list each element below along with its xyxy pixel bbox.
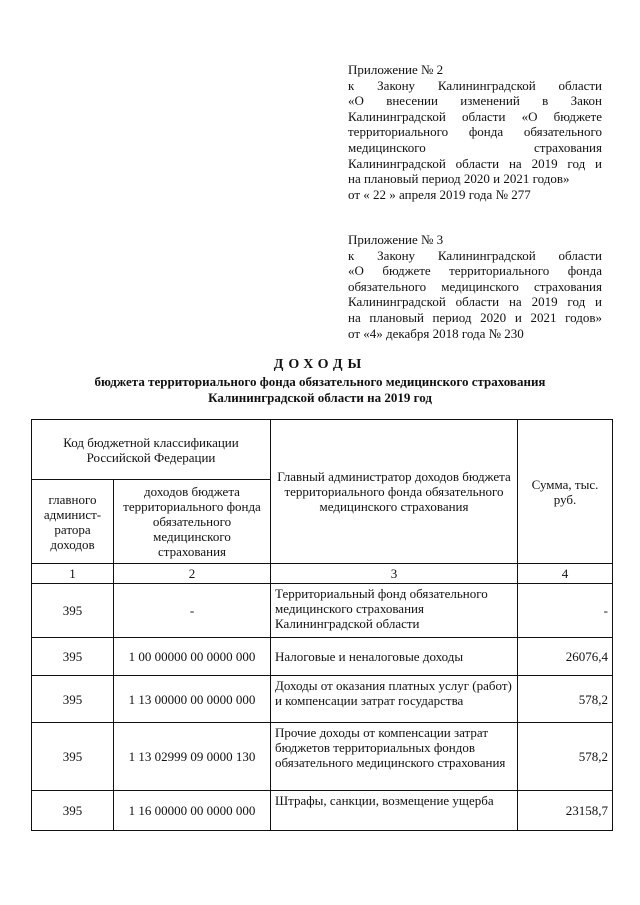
cell-admin-code: 395	[32, 723, 114, 791]
annex-2-date: от « 22 » апреля 2019 года № 277	[348, 186, 531, 202]
header-main-admin: главного админист-ратора доходов	[32, 480, 114, 564]
annex-2-line: Калининградской области на 2019 год и	[348, 155, 602, 171]
income-table	[31, 419, 613, 831]
annex-2-line: к Закону Калининградской области	[348, 77, 602, 93]
cell-name: Доходы от оказания платных услуг (работ) и компенсации затрат государства	[271, 676, 518, 723]
column-number: 1	[32, 564, 114, 584]
table-row	[32, 723, 613, 791]
annex-3-title: Приложение № 3	[348, 232, 444, 247]
header-classification-code: Код бюджетной классификации Российской Федерации	[32, 420, 271, 480]
annex-3-line: к Закону Калининградской области	[348, 247, 602, 263]
cell-name: Налоговые и неналоговые доходы	[271, 638, 518, 676]
cell-admin-code: 395	[32, 791, 114, 831]
document-title: ДОХОДЫ	[273, 357, 367, 372]
cell-income-code: 1 00 00000 00 0000 000	[114, 638, 271, 676]
cell-sum: 26076,4	[518, 638, 613, 676]
cell-admin-code: 395	[32, 584, 114, 638]
cell-admin-code: 395	[32, 676, 114, 723]
annex-2-line: территориального фонда обязательного	[348, 124, 602, 140]
annex-2-line: Калининградской области «О бюджете	[348, 108, 602, 124]
cell-name: Прочие доходы от компенсации затрат бюджетов территориальных фондов обязательного медицинского страхования	[271, 723, 518, 791]
column-number: 2	[114, 564, 271, 584]
cell-name: Штрафы, санкции, возмещение ущерба	[271, 791, 518, 831]
header-admin: Главный администратор доходов бюджета территориального фонда обязательного медицинского страхования	[271, 420, 518, 564]
column-number: 4	[518, 564, 613, 584]
document-subtitle: бюджета территориального фонда обязательного медицинского страхования	[94, 374, 546, 389]
header-sum: Сумма, тыс. руб.	[518, 420, 613, 564]
annex-3-line: обязательного медицинского страхования	[348, 278, 602, 294]
cell-income-code: 1 13 00000 00 0000 000	[114, 676, 271, 723]
table-row	[32, 584, 613, 638]
cell-income-code: -	[114, 584, 271, 638]
annex-2-line: «О внесении изменений в Закон	[348, 93, 602, 109]
annex-2-block	[348, 62, 602, 202]
cell-income-code: 1 13 02999 09 0000 130	[114, 723, 271, 791]
annex-3-line: Калининградской области на 2019 год и	[348, 294, 602, 310]
annex-2-line: на плановый период 2020 и 2021 годов»	[348, 171, 570, 187]
header-income-code: доходов бюджета территориального фонда обязательного медицинского страхования	[114, 480, 271, 564]
cell-sum: 23158,7	[518, 791, 613, 831]
cell-income-code: 1 16 00000 00 0000 000	[114, 791, 271, 831]
cell-name: Территориальный фонд обязательного медицинского страхования Калининградской области	[271, 584, 518, 638]
table-row	[32, 676, 613, 723]
annex-3-block	[348, 232, 602, 341]
annex-2-title: Приложение № 2	[348, 62, 444, 77]
cell-sum: 578,2	[518, 676, 613, 723]
table-row	[32, 638, 613, 676]
annex-3-date: от «4» декабря 2018 года № 230	[348, 325, 524, 341]
column-number: 3	[271, 564, 518, 584]
table-row	[32, 791, 613, 831]
annex-2-line: медицинского страхования	[348, 139, 602, 155]
cell-sum: 578,2	[518, 723, 613, 791]
annex-3-line: на плановый период 2020 и 2021 годов»	[348, 309, 602, 325]
cell-admin-code: 395	[32, 638, 114, 676]
annex-3-line: «О бюджете территориального фонда	[348, 263, 602, 279]
document-subtitle-year: Калининградской области на 2019 год	[208, 390, 432, 405]
cell-sum: -	[518, 584, 613, 638]
